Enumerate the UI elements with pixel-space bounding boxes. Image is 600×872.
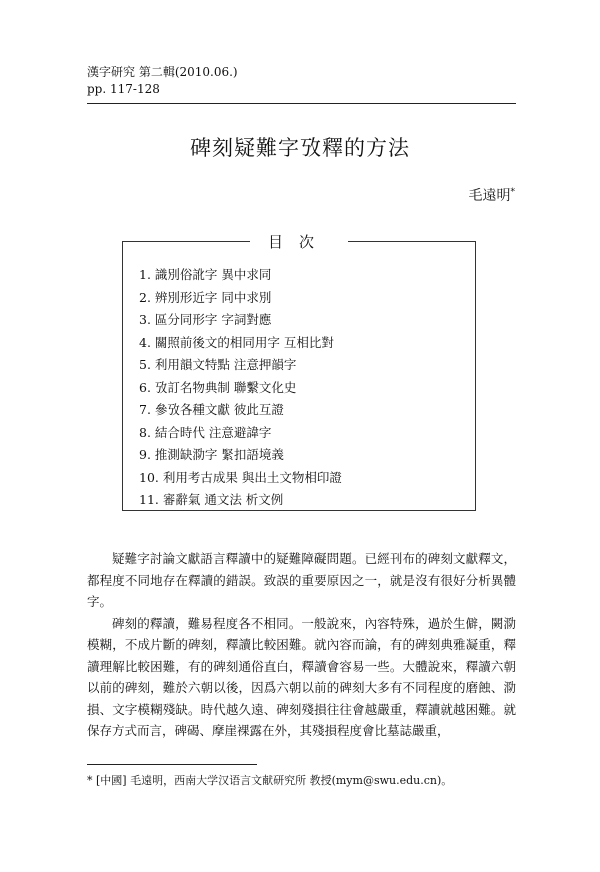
article-title: 碑刻疑難字攷釋的方法 bbox=[190, 136, 410, 160]
toc-item: 9. 推測缺泐字 緊扣語境義 bbox=[139, 447, 284, 462]
footnote-divider bbox=[87, 764, 257, 765]
author-name: 毛遠明 bbox=[468, 188, 511, 204]
paragraph: 疑難字討論文獻語言釋讀中的疑難障礙問題。已經刊布的碑刻文獻釋文，都程度不同地存在釋讀的錯誤。致誤的重要原因之一，就是沒有很好分析異體字。 bbox=[87, 551, 516, 609]
toc-item: 8. 結合時代 注意避諱字 bbox=[139, 424, 272, 440]
journal-name: 漢字研究 第二輯(2010.06.) bbox=[87, 65, 238, 79]
author-footnote-mark: * bbox=[510, 187, 515, 198]
header-divider bbox=[87, 103, 516, 104]
toc-item: 2. 辨別形近字 同中求別 bbox=[139, 289, 272, 305]
toc-item: 1. 識別俗訛字 異中求同 bbox=[139, 267, 272, 282]
footnote: * [中國] 毛遠明，西南大学汉语言文献研究所 教授(mym@swu.edu.cn)。 bbox=[87, 774, 453, 787]
toc-list bbox=[139, 264, 342, 512]
toc-item: 11. 審辭氣 通文法 析文例 bbox=[139, 492, 284, 507]
table-of-contents bbox=[122, 233, 476, 511]
toc-item: 5. 利用韻文特點 注意押韻字 bbox=[139, 357, 297, 372]
journal-header bbox=[87, 64, 238, 98]
toc-item: 3. 區分同形字 字詞對應 bbox=[139, 312, 272, 327]
toc-item: 6. 攷訂名物典制 聯繫文化史 bbox=[139, 379, 297, 395]
page-range: pp. 117-128 bbox=[87, 82, 160, 96]
toc-heading: 目次 bbox=[250, 231, 348, 253]
toc-item: 10. 利用考古成果 與出土文物相印證 bbox=[139, 469, 342, 485]
toc-item: 4. 關照前後文的相同用字 互相比對 bbox=[139, 334, 334, 350]
paragraph: 碑刻的釋讀，難易程度各不相同。一般說來，內容特殊，過於生僻，闕泐模糊，不成片斷的碑刻，釋讀比較困難。就內容而論，有的碑刻典雅凝重，釋讀理解比較困難，有的碑刻通俗直白，釋讀會容易一些。大體說來，釋讀六朝以前的碑刻，難於六朝以後，因爲六朝以前的碑刻大多有不同程度的磨蝕、泐損、文字模糊殘缺。時代越久遠、碑刻殘損往往會越嚴重，釋讀就越困難。就保存方式而言，碑碣、摩崖裸露在外，其殘損程度會比墓誌嚴重， bbox=[87, 615, 516, 738]
toc-item: 7. 參攷各種文獻 彼此互證 bbox=[139, 402, 284, 417]
author bbox=[469, 185, 516, 205]
body-text bbox=[87, 548, 516, 742]
